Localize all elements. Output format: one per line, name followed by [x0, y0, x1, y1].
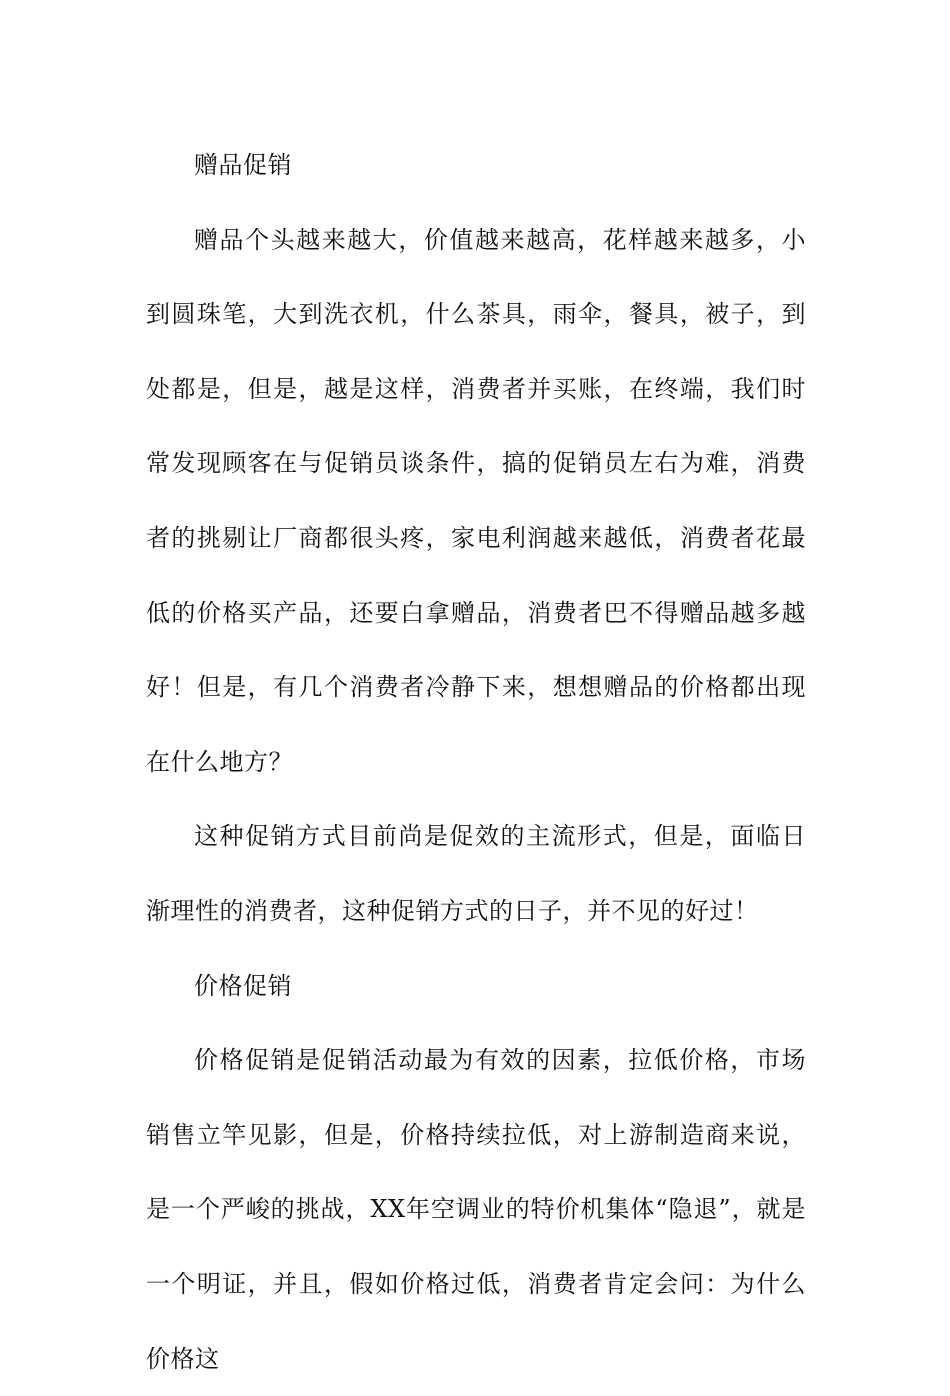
document-body: [146, 128, 806, 1396]
paragraph-price-promotion: 价格促销是促销活动最为有效的因素，拉低价格，市场销售立竿见影，但是，价格持续拉低，对上游制造商来说，是一个严峻的挑战，XX年空调业的特价机集体“隐退”，就是一个明证，并且，假如价格过低，消费者肯定会问：为什么价格这: [146, 1046, 806, 1373]
paragraph-gift-promotion: 赠品个头越来越大，价值越来越高，花样越来越多，小到圆珠笔，大到洗衣机，什么茶具，雨伞，餐具，被子，到处都是，但是，越是这样，消费者并买账，在终端，我们时常发现顾客在与促销员谈条件，搞的促销员左右为难，消费者的挑剔让厂商都很头疼，家电利润越来越低，消费者花最低的价格买产品，还要白拿赠品，消费者巴不得赠品越多越好！但是，有几个消费者冷静下来，想想赠品的价格都出现在什么地方？: [146, 225, 806, 776]
paragraph-gift-promotion-summary: 这种促销方式目前尚是促效的主流形式，但是，面临日渐理性的消费者，这种促销方式的日子，并不见的好过！: [146, 822, 806, 925]
section-heading-gift-promotion: 赠品促销: [194, 151, 292, 179]
section-heading-price-promotion: 价格促销: [194, 971, 292, 1000]
